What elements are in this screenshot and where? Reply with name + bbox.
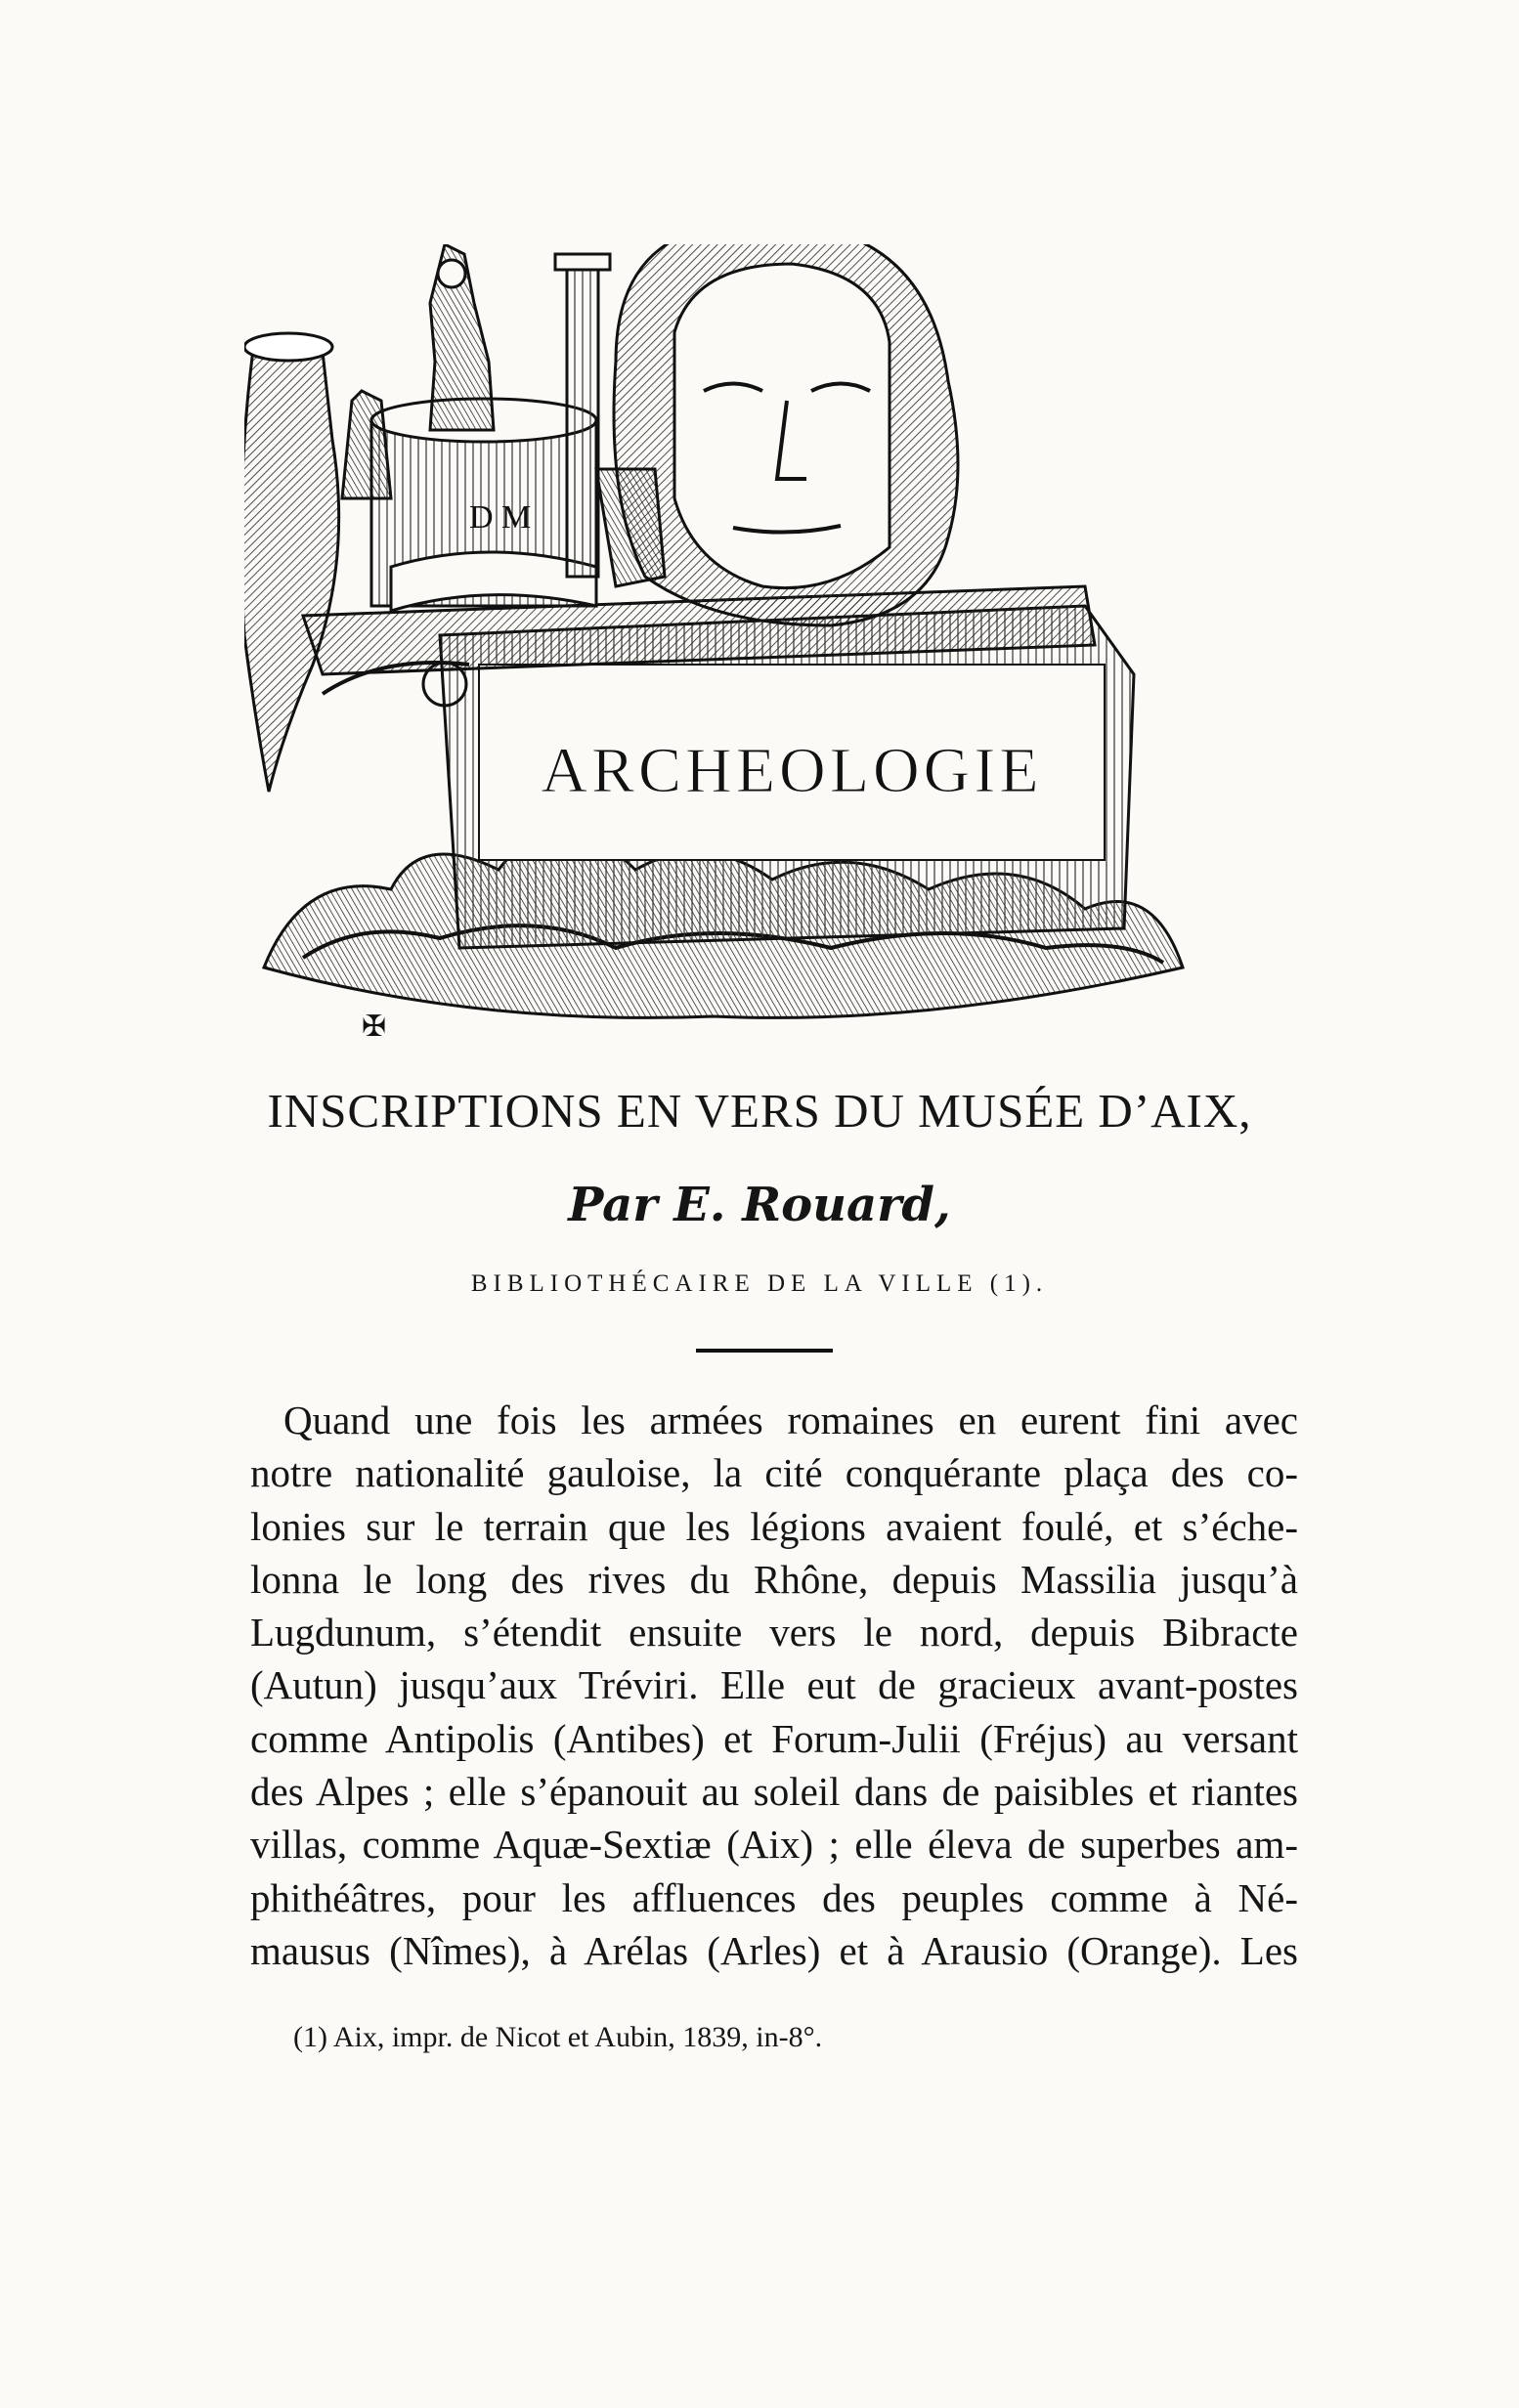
text-line: villas, comme Aquæ-Sextiæ (Aix) ; elle éleva de superbes am- xyxy=(250,1822,1298,1868)
author-byline: Par E. Rouard, xyxy=(568,1178,951,1232)
text-line: Lugdunum, s’étendit ensuite vers le nord, depuis Bibracte xyxy=(250,1610,1298,1656)
page-title: INSCRIPTIONS EN VERS DU MUSÉE D’AIX, xyxy=(267,1084,1252,1138)
text-line: phithéâtres, pour les affluences des peuples comme à Né- xyxy=(250,1874,1298,1920)
altar-inscription: D M xyxy=(469,499,532,536)
body-paragraph xyxy=(250,1394,1298,1977)
text-line: lonna le long des rives du Rhône, depuis Massilia jusqu’à xyxy=(250,1556,1298,1602)
archeology-engraving-icon xyxy=(244,244,1202,1055)
text-line: mausus (Nîmes), à Arélas (Arles) et à Arausio (Orange). Les xyxy=(250,1927,1298,1973)
text-line: comme Antipolis (Antibes) et Forum-Julii (Fréjus) au versant xyxy=(250,1715,1298,1761)
amphora-icon xyxy=(244,333,339,792)
stone-head-icon xyxy=(614,244,958,625)
archeologie-vignette-illustration xyxy=(244,244,1202,1055)
text-line: lonies sur le terrain que les légions avaient foulé, et s’éche- xyxy=(250,1503,1298,1549)
footnote: (1) Aix, impr. de Nicot et Aubin, 1839, in-8°. xyxy=(293,2021,823,2053)
text-line: (Autun) jusqu’aux Tréviri. Elle eut de gracieux avant-postes xyxy=(250,1662,1298,1708)
vignette-label: ARCHEOLOGIE xyxy=(541,735,1043,806)
author-subtitle: BIBLIOTHÉCAIRE DE LA VILLE (1). xyxy=(470,1270,1049,1297)
text-line: notre nationalité gauloise, la cité conquérante plaça des co- xyxy=(250,1450,1298,1496)
text-line: des Alpes ; elle s’épanouit au soleil dans de paisibles et riantes xyxy=(250,1769,1298,1815)
monogram-icon: ✠ xyxy=(362,1010,387,1044)
statue-icon xyxy=(430,244,494,430)
text-line: Quand une fois les armées romaines en eurent fini avec xyxy=(283,1398,1298,1442)
separator-rule xyxy=(696,1349,833,1353)
